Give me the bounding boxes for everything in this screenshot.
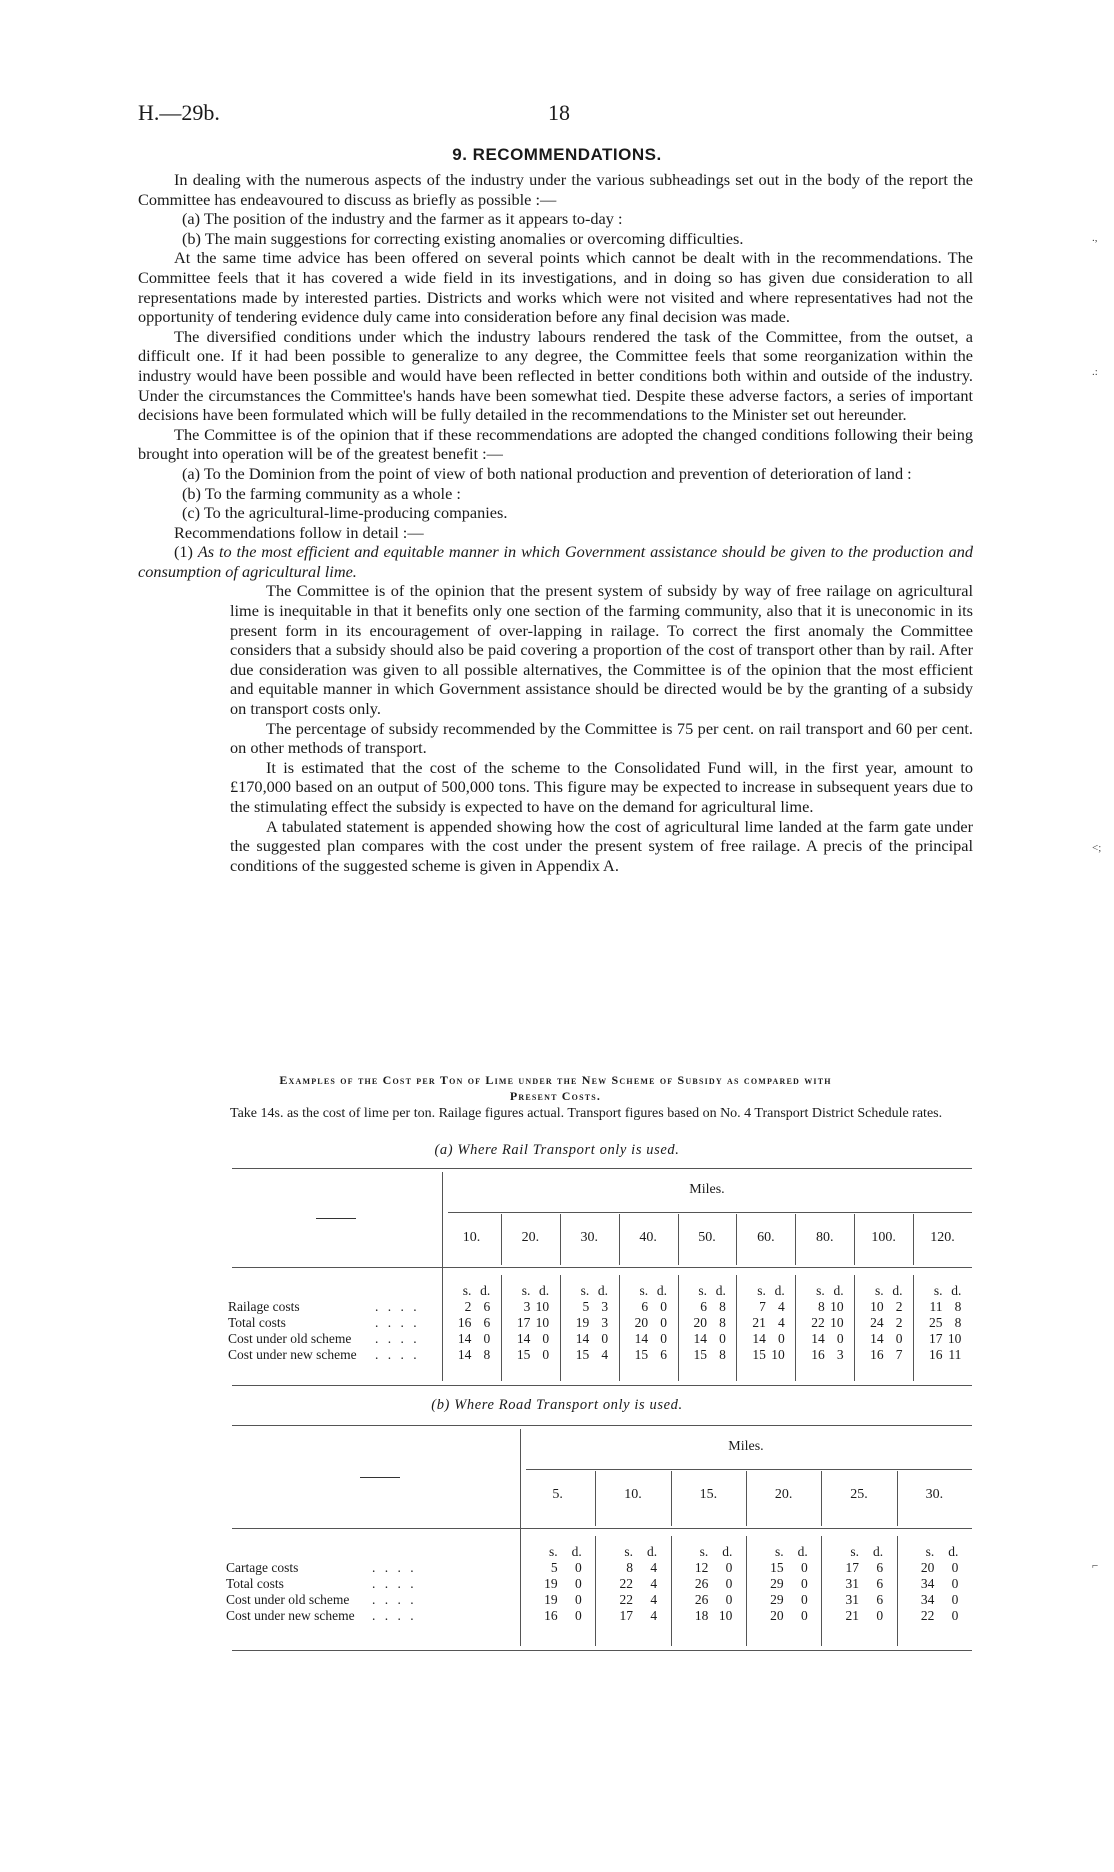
cell-pence: 0 xyxy=(836,1331,844,1346)
unit-pence: d. xyxy=(722,1544,733,1559)
cell-shillings: 22 xyxy=(920,1608,935,1623)
cell-pence: 0 xyxy=(542,1331,550,1346)
cell-shillings: 15 xyxy=(634,1347,649,1362)
column-divider xyxy=(560,1275,561,1381)
row-label: Railage costs xyxy=(228,1299,300,1314)
cell-shillings: 21 xyxy=(752,1315,766,1330)
unit-pence: d. xyxy=(948,1544,959,1559)
column-header: 5. xyxy=(552,1487,563,1502)
cell-shillings: 19 xyxy=(544,1592,558,1607)
cell-pence: 0 xyxy=(575,1592,582,1607)
column-header: 40. xyxy=(639,1230,657,1245)
cell-pence: 10 xyxy=(535,1299,550,1314)
cell-shillings: 8 xyxy=(818,1299,825,1314)
cell-shillings: 14 xyxy=(516,1331,531,1346)
unit-pence: d. xyxy=(571,1544,582,1559)
cell-pence: 0 xyxy=(719,1331,726,1346)
column-divider xyxy=(854,1214,855,1265)
unit-pence: d. xyxy=(480,1283,491,1298)
cell-pence: 6 xyxy=(483,1315,491,1330)
cell-pence: 0 xyxy=(575,1560,582,1575)
unit-shillings: s. xyxy=(925,1544,935,1559)
cell-pence: 0 xyxy=(542,1347,550,1362)
column-divider xyxy=(595,1471,596,1526)
column-divider xyxy=(913,1214,914,1265)
cell-pence: 0 xyxy=(951,1608,959,1623)
cell-pence: 2 xyxy=(895,1315,903,1330)
paragraph: A tabulated statement is appended showing how the cost of agricultural lime landed at the farm gate under the suggested plan compares with the cost under the present system of free railage. A precis of the principal conditions of the suggested scheme is given in Appendix A. xyxy=(230,816,973,875)
cell-pence: 4 xyxy=(650,1608,658,1623)
table-stub-divider xyxy=(520,1429,521,1646)
column-divider xyxy=(595,1536,596,1646)
cell-shillings: 2 xyxy=(464,1299,472,1314)
unit-shillings: s. xyxy=(462,1283,472,1298)
cell-pence: 10 xyxy=(830,1299,844,1314)
table-caption-line2: Present Costs. xyxy=(509,1089,602,1103)
cell-shillings: 22 xyxy=(619,1576,633,1591)
cell-shillings: 19 xyxy=(575,1315,590,1330)
cell-shillings: 22 xyxy=(811,1315,825,1330)
margin-mark: .: xyxy=(1092,366,1098,378)
unit-pence: d. xyxy=(797,1544,808,1559)
cell-shillings: 14 xyxy=(752,1331,766,1346)
cell-pence: 10 xyxy=(830,1315,844,1330)
cell-shillings: 10 xyxy=(870,1299,884,1314)
unit-pence: d. xyxy=(539,1283,550,1298)
column-header: 20. xyxy=(774,1487,793,1502)
paragraph: The Committee is of the opinion that if these recommendations are adopted the changed conditions following their being brought into operation will be of the greatest benefit :— xyxy=(138,424,973,464)
column-divider xyxy=(746,1536,747,1646)
cell-shillings: 15 xyxy=(752,1347,766,1362)
cell-pence: 7 xyxy=(895,1347,903,1362)
cell-pence: 0 xyxy=(777,1331,785,1346)
cell-pence: 0 xyxy=(575,1608,582,1623)
cell-pence: 8 xyxy=(719,1299,726,1314)
paragraph: Recommendations follow in detail :— xyxy=(174,522,424,542)
cell-shillings: 16 xyxy=(544,1608,558,1623)
column-header: 60. xyxy=(757,1230,775,1245)
unit-shillings: s. xyxy=(580,1283,590,1298)
leader-dots: . . . . xyxy=(372,1592,417,1607)
group-header-rule xyxy=(448,1212,972,1213)
column-divider xyxy=(897,1471,898,1526)
cell-shillings: 14 xyxy=(634,1331,649,1346)
column-header: 30. xyxy=(580,1230,598,1245)
recommendation-number: (1) xyxy=(174,542,193,562)
cell-pence: 0 xyxy=(660,1331,667,1346)
table-a-subtitle: (a) Where Rail Transport only is used. xyxy=(434,1142,680,1158)
row-label: Cartage costs xyxy=(226,1560,299,1575)
cell-pence: 3 xyxy=(836,1347,844,1362)
margin-mark: ., xyxy=(1092,232,1098,244)
group-header-rule xyxy=(526,1469,972,1470)
unit-shillings: s. xyxy=(699,1544,709,1559)
column-header: 100. xyxy=(871,1230,896,1245)
cell-shillings: 19 xyxy=(544,1576,558,1591)
stub-dash xyxy=(316,1218,356,1219)
cell-shillings: 34 xyxy=(920,1592,935,1607)
unit-pence: d. xyxy=(833,1283,844,1298)
column-divider xyxy=(736,1214,737,1265)
column-header: 50. xyxy=(698,1230,716,1245)
cell-pence: 4 xyxy=(777,1299,785,1314)
body-text xyxy=(138,170,973,875)
cell-shillings: 25 xyxy=(929,1315,943,1330)
column-divider xyxy=(913,1275,914,1381)
cell-pence: 4 xyxy=(650,1560,658,1575)
paragraph: At the same time advice has been offered on several points which cannot be dealt with in the recommendations. The Committee feels that it has covered a wide field in its investigations, and in doing so has given due consideration to all representations made by interested parties. Districts and works which were not visited and where representatives had not the opportunity of tendering evidence duly came into consideration before any final decision was made. xyxy=(138,248,973,327)
cell-pence: 6 xyxy=(876,1592,884,1607)
unit-pence: d. xyxy=(646,1544,658,1559)
leader-dots: . . . . xyxy=(375,1347,420,1362)
cell-pence: 0 xyxy=(876,1608,884,1623)
cell-pence: 0 xyxy=(725,1560,733,1575)
table-b-subtitle: (b) Where Road Transport only is used. xyxy=(431,1397,683,1413)
row-label: Cost under new scheme xyxy=(226,1608,355,1623)
unit-pence: d. xyxy=(774,1283,785,1298)
unit-shillings: s. xyxy=(850,1544,859,1559)
table-bottom-rule xyxy=(232,1385,972,1386)
cell-shillings: 14 xyxy=(693,1331,707,1346)
cell-shillings: 20 xyxy=(693,1315,707,1330)
paragraph: The diversified conditions under which the industry labours rendered the task of the Committee, from the outset, a difficult one. If it had been possible to generalize to any degree, the Committee feels that some reorganization within the industry would have been possible and would have been reflected in better conditions both within and outside of the industry. Under the circumstances the Committee's hands have been somewhat tied. Despite these adverse factors, a series of important decisions have been formulated which will be fully detailed in the recommendations to the Minister set out hereunder. xyxy=(138,326,973,425)
row-label: Cost under old scheme xyxy=(228,1331,352,1346)
leader-dots: . . . . xyxy=(372,1576,417,1591)
cell-pence: 4 xyxy=(650,1592,658,1607)
column-divider xyxy=(560,1214,561,1265)
leader-dots: . . . . xyxy=(375,1315,420,1330)
paragraph: The percentage of subsidy recommended by the Committee is 75 per cent. on rail transport and 60 per cent. on other methods of transport. xyxy=(230,718,973,758)
cell-shillings: 15 xyxy=(693,1347,707,1362)
cell-shillings: 14 xyxy=(457,1347,472,1362)
cell-shillings: 26 xyxy=(694,1592,709,1607)
cell-pence: 6 xyxy=(660,1347,667,1362)
cell-shillings: 20 xyxy=(920,1560,935,1575)
margin-mark: ⌐ xyxy=(1092,1560,1099,1572)
column-divider xyxy=(619,1214,620,1265)
cell-pence: 3 xyxy=(601,1299,609,1314)
cell-shillings: 16 xyxy=(929,1347,943,1362)
cell-pence: 0 xyxy=(801,1592,808,1607)
column-divider xyxy=(671,1536,672,1646)
table-bottom-rule xyxy=(232,1650,972,1651)
list-item: (b) To the farming community as a whole : xyxy=(182,483,461,503)
cell-pence: 0 xyxy=(951,1560,959,1575)
cell-pence: 10 xyxy=(771,1347,785,1362)
cell-pence: 0 xyxy=(801,1560,808,1575)
cell-pence: 0 xyxy=(660,1315,667,1330)
unit-pence: d. xyxy=(892,1283,903,1298)
cell-pence: 8 xyxy=(719,1315,726,1330)
cell-pence: 0 xyxy=(801,1608,808,1623)
column-divider xyxy=(897,1536,898,1646)
list-item: (c) To the agricultural-lime-producing companies. xyxy=(182,503,508,523)
column-divider xyxy=(795,1214,796,1265)
cell-shillings: 14 xyxy=(575,1331,590,1346)
page-number: 18 xyxy=(548,100,570,125)
column-header: 30. xyxy=(925,1487,944,1502)
cell-pence: 6 xyxy=(483,1299,491,1314)
unit-shillings: s. xyxy=(549,1544,558,1559)
unit-pence: d. xyxy=(656,1283,667,1298)
leader-dots: . . . . xyxy=(375,1299,420,1314)
cell-pence: 6 xyxy=(876,1560,884,1575)
cell-pence: 10 xyxy=(535,1315,550,1330)
cell-pence: 3 xyxy=(601,1315,609,1330)
column-divider xyxy=(795,1275,796,1381)
cell-pence: 4 xyxy=(777,1315,785,1330)
cell-shillings: 22 xyxy=(619,1592,633,1607)
cell-pence: 8 xyxy=(719,1347,726,1362)
leader-dots: . . . . xyxy=(372,1560,417,1575)
cell-shillings: 6 xyxy=(700,1299,707,1314)
cell-shillings: 34 xyxy=(920,1576,935,1591)
stub-dash xyxy=(360,1477,400,1478)
cell-shillings: 6 xyxy=(641,1299,649,1314)
column-divider xyxy=(671,1471,672,1526)
row-label: Total costs xyxy=(226,1576,284,1591)
cell-shillings: 17 xyxy=(845,1560,859,1575)
cell-pence: 0 xyxy=(895,1331,903,1346)
cell-pence: 0 xyxy=(725,1592,733,1607)
recommendation-body xyxy=(138,581,973,875)
unit-shillings: s. xyxy=(757,1283,766,1298)
column-header: 10. xyxy=(624,1487,642,1502)
cell-pence: 0 xyxy=(801,1576,808,1591)
cell-pence: 8 xyxy=(954,1299,962,1314)
column-header: 15. xyxy=(699,1487,718,1502)
column-header-rule xyxy=(232,1528,972,1529)
cell-pence: 10 xyxy=(947,1331,962,1346)
table-caption: Examples of the Cost per Ton of Lime under the New Scheme of Subsidy as compared with xyxy=(279,1073,832,1087)
unit-shillings: s. xyxy=(639,1283,649,1298)
table-rule xyxy=(232,1168,972,1169)
section-title: 9. RECOMMENDATIONS. xyxy=(452,145,662,164)
cell-pence: 0 xyxy=(951,1576,959,1591)
cell-shillings: 20 xyxy=(770,1608,784,1623)
cell-pence: 8 xyxy=(483,1347,491,1362)
column-header-rule xyxy=(232,1267,972,1268)
margin-mark: <; xyxy=(1092,842,1102,854)
cell-pence: 0 xyxy=(601,1331,609,1346)
cell-shillings: 21 xyxy=(845,1608,859,1623)
column-divider xyxy=(501,1275,502,1381)
unit-pence: d. xyxy=(872,1544,884,1559)
cell-shillings: 5 xyxy=(550,1560,558,1575)
leader-dots: . . . . xyxy=(375,1331,420,1346)
column-divider xyxy=(736,1275,737,1381)
cell-shillings: 8 xyxy=(626,1560,633,1575)
paragraph: The Committee is of the opinion that the present system of subsidy by way of free railage on agricultural lime is inequitable in that it benefits only one section of the farming community, also that it is uneconomic in its present form in its encouragement of over-lapping in railage. To correct the first anomaly the Committee considers that a subsidy should also be paid covering a proportion of the cost of transport other than by rail. After due consideration was given to all possible alternatives, the Committee is of the opinion that the most efficient and equitable manner in which Government assistance should be directed would be by the granting of a subsidy on transport costs only. xyxy=(230,581,973,719)
cell-pence: 10 xyxy=(718,1608,733,1623)
cell-shillings: 16 xyxy=(457,1315,472,1330)
unit-shillings: s. xyxy=(933,1283,943,1298)
cell-shillings: 17 xyxy=(929,1331,943,1346)
cell-shillings: 16 xyxy=(870,1347,884,1362)
paragraph: It is estimated that the cost of the scheme to the Consolidated Fund will, in the first year, amount to £170,000 based on an output of 500,000 tons. This figure may be expected to increase in subsequent years due to the stimulating effect the subsidy is expected to have on the demand for agricultural lime. xyxy=(230,757,973,816)
group-header: Miles. xyxy=(689,1182,725,1197)
group-header: Miles. xyxy=(728,1439,764,1454)
cell-pence: 8 xyxy=(954,1315,962,1330)
unit-pence: d. xyxy=(597,1283,609,1298)
unit-shillings: s. xyxy=(775,1544,784,1559)
column-divider xyxy=(821,1536,822,1646)
row-label: Cost under new scheme xyxy=(228,1347,357,1362)
cell-shillings: 29 xyxy=(770,1576,784,1591)
unit-pence: d. xyxy=(951,1283,962,1298)
cell-shillings: 15 xyxy=(516,1347,531,1362)
list-item: (b) The main suggestions for correcting existing anomalies or overcoming difficulties. xyxy=(182,228,744,248)
recommendation-heading xyxy=(138,542,973,581)
cell-shillings: 3 xyxy=(523,1299,531,1314)
cell-pence: 4 xyxy=(601,1347,609,1362)
cell-shillings: 31 xyxy=(845,1592,859,1607)
column-divider xyxy=(678,1214,679,1265)
table-rule xyxy=(232,1425,972,1426)
unit-shillings: s. xyxy=(816,1283,825,1298)
cell-shillings: 14 xyxy=(811,1331,825,1346)
cell-pence: 0 xyxy=(483,1331,491,1346)
column-divider xyxy=(821,1471,822,1526)
cell-shillings: 7 xyxy=(759,1299,766,1314)
column-header: 20. xyxy=(521,1230,540,1245)
cell-pence: 4 xyxy=(650,1576,658,1591)
cell-pence: 0 xyxy=(575,1576,582,1591)
cell-pence: 0 xyxy=(660,1299,667,1314)
cell-shillings: 29 xyxy=(770,1592,784,1607)
unit-shillings: s. xyxy=(624,1544,633,1559)
column-header: 80. xyxy=(816,1230,834,1245)
table-stub-divider xyxy=(442,1172,443,1381)
column-divider xyxy=(619,1275,620,1381)
cell-shillings: 5 xyxy=(582,1299,590,1314)
cell-shillings: 15 xyxy=(575,1347,590,1362)
cell-shillings: 14 xyxy=(870,1331,884,1346)
cell-shillings: 26 xyxy=(694,1576,709,1591)
cell-pence: 11 xyxy=(948,1347,962,1362)
leader-dots: . . . . xyxy=(372,1608,417,1623)
cell-shillings: 16 xyxy=(811,1347,825,1362)
cell-pence: 0 xyxy=(951,1592,959,1607)
cell-shillings: 20 xyxy=(634,1315,649,1330)
cell-shillings: 14 xyxy=(457,1331,472,1346)
cell-pence: 6 xyxy=(876,1576,884,1591)
row-label: Total costs xyxy=(228,1315,286,1330)
column-header: 120. xyxy=(930,1230,955,1245)
cell-shillings: 18 xyxy=(694,1608,709,1623)
column-divider xyxy=(746,1471,747,1526)
cell-shillings: 24 xyxy=(870,1315,884,1330)
document-reference: H.—29b. xyxy=(138,100,220,125)
recommendation-title: As to the most efficient and equitable manner in which Government assistance should be given to the production and consumption of agricultural lime. xyxy=(138,542,973,581)
unit-pence: d. xyxy=(715,1283,726,1298)
row-label: Cost under old scheme xyxy=(226,1592,350,1607)
column-divider xyxy=(678,1275,679,1381)
cell-shillings: 31 xyxy=(845,1576,859,1591)
list-item: (a) To the Dominion from the point of view of both national production and prevention of deterioration of land : xyxy=(182,463,912,483)
unit-shillings: s. xyxy=(698,1283,707,1298)
table-note: Take 14s. as the cost of lime per ton. Railage figures actual. Transport figures based on No. 4 Transport District Schedule rates. xyxy=(230,1106,943,1121)
cell-shillings: 11 xyxy=(929,1299,943,1314)
column-header: 10. xyxy=(462,1230,481,1245)
unit-shillings: s. xyxy=(521,1283,531,1298)
cell-shillings: 17 xyxy=(619,1608,633,1623)
cell-shillings: 17 xyxy=(516,1315,531,1330)
cell-shillings: 15 xyxy=(770,1560,784,1575)
cell-shillings: 12 xyxy=(694,1560,709,1575)
unit-shillings: s. xyxy=(875,1283,884,1298)
column-divider xyxy=(854,1275,855,1381)
column-divider xyxy=(501,1214,502,1265)
column-header: 25. xyxy=(850,1487,868,1502)
list-item: (a) The position of the industry and the farmer as it appears to-day : xyxy=(182,209,623,229)
cell-pence: 2 xyxy=(895,1299,903,1314)
paragraph: In dealing with the numerous aspects of the industry under the various subheadings set out in the body of the report the Committee has endeavoured to discuss as briefly as possible :— xyxy=(138,170,973,209)
cell-pence: 0 xyxy=(725,1576,733,1591)
